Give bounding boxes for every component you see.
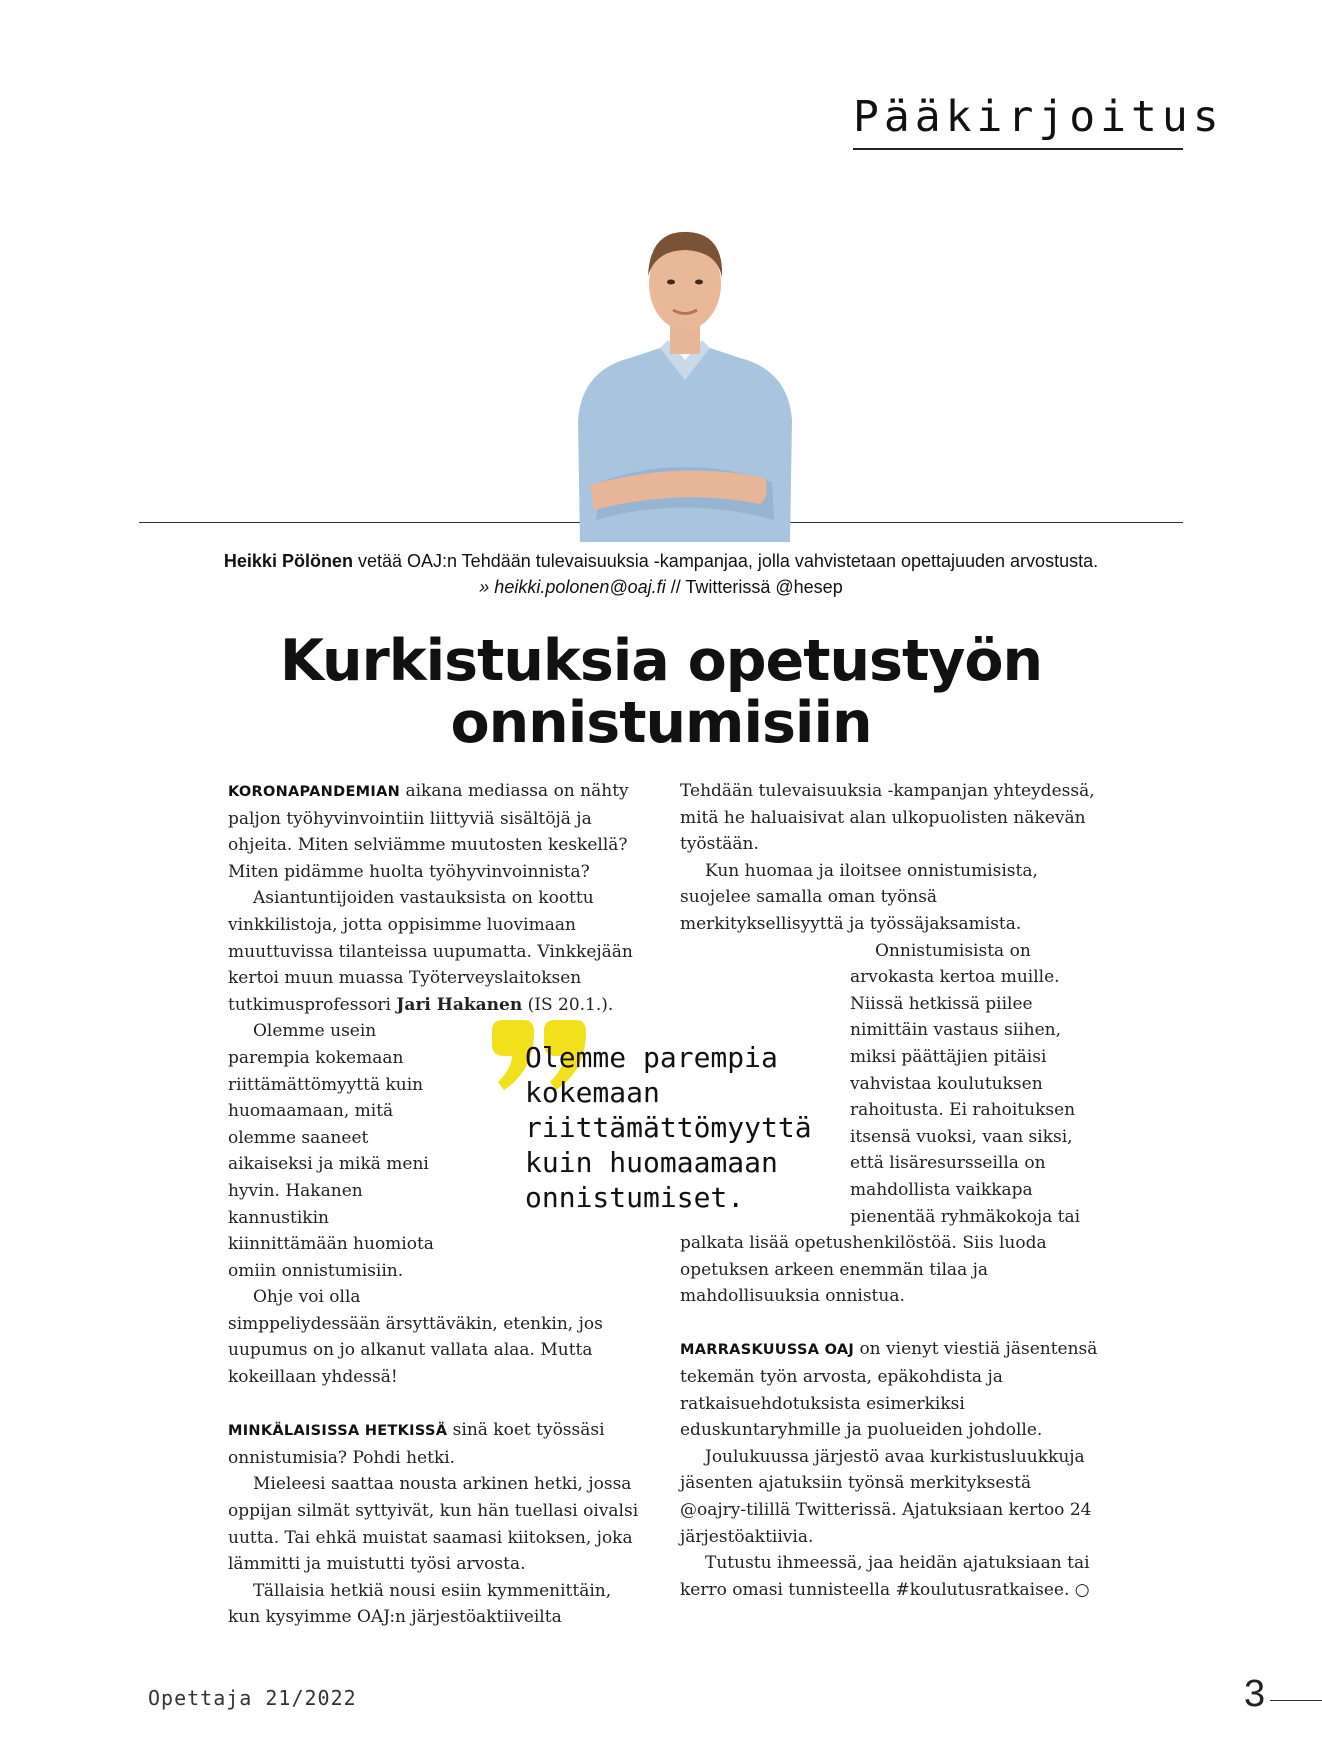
title-line-1: Kurkistuksia opetustyön <box>279 628 1043 694</box>
paragraph: KORONAPANDEMIAN aikana mediassa on nähty paljon työhyvinvointiin liittyviä sisältöjä ja ohjeita. Miten selviämme muutosten keskellä? Miten pidämme huolta työhyvinvoinnista? <box>228 781 629 882</box>
paragraph: Kun huomaa ja iloitsee onnistumisista, suojelee samalla oman työnsä merkityksellisyyttä ja työssäjaksamista. <box>680 860 1038 934</box>
paragraph: MINKÄLAISISSA HETKISSÄ sinä koet työssäsi onnistumisia? Pohdi hetki. <box>228 1420 605 1468</box>
article-title <box>139 630 1183 754</box>
pull-quote: Olemme parempia kokemaan riittämättömyyttä kuin huomaamaan onnistumiset. <box>525 1041 812 1214</box>
byline <box>139 548 1183 600</box>
paragraph: Olemme usein parempia kokemaan riittämättömyyttä kuin huomaamaan, mitä olemme saaneet aikaiseksi ja mikä meni hyvin. Hakanen kannustikin kiinnittämään huomiota omiin onnistumisiin. <box>228 1021 434 1281</box>
paragraph: MARRASKUUSSA OAJ on vienyt viestiä jäsentensä tekemän työn arvosta, epäkohdista ja ratkaisuehdotuksista esimerkiksi eduskuntaryhmille ja puolueiden johdolle. <box>680 1339 1098 1441</box>
run-in-heading: MARRASKUUSSA OAJ <box>680 1342 855 1359</box>
author-email[interactable]: » heikki.polonen@oaj.fi <box>479 577 666 597</box>
author-description: vetää OAJ:n Tehdään tulevaisuuksia -kampanjaa, jolla vahvistetaan opettajuuden arvostusta. <box>352 551 1099 571</box>
paragraph: Asiantuntijoiden vastauksista on koottu vinkkilistoja, jotta oppisimme luovimaan muuttuvissa tilanteissa uupumatta. Vinkkejään kertoi muun muassa Työterveyslaitoksen tutkimusprofessori Jari Hakanen (IS 20.1.). <box>228 888 633 1015</box>
person-name: Jari Hakanen <box>396 994 523 1015</box>
run-in-heading: MINKÄLAISISSA HETKISSÄ <box>228 1423 448 1440</box>
paragraph: Joulukuussa järjestö avaa kurkistusluukkuja jäsenten ajatuksiin työnsä merkityksestä @oajry-tilillä Twitterissä. Ajatuksiaan kertoo 24 järjestöaktiivia. <box>680 1446 1092 1547</box>
run-in-heading: KORONAPANDEMIAN <box>228 784 401 800</box>
paragraph: Ohje voi olla simppeliydessään ärsyttäväkin, etenkin, jos uupumus on jo alkanut vallata alaa. Mutta kokeillaan yhdessä! <box>228 1287 603 1388</box>
paragraph: Tällaisia hetkiä nousi esiin kymmenittäin, kun kysyimme OAJ:n järjestöaktiiveilta <box>228 1580 612 1628</box>
section-label: Pääkirjoitus <box>853 92 1183 150</box>
footer-rule <box>1270 1700 1322 1701</box>
page-number: 3 <box>1244 1673 1266 1715</box>
author-name: Heikki Pölönen <box>223 551 353 571</box>
paragraph: Tehdään tulevaisuuksia -kampanjan yhteydessä, mitä he haluaisivat alan ulkopuolisten näkevän työstään. <box>680 781 1095 855</box>
paragraph: Tutustu ihmeessä, jaa heidän ajatuksiaan tai kerro omasi tunnisteella #koulutusratkaisee. ○ <box>680 1553 1090 1600</box>
paragraph: Mieleesi saattaa nousta arkinen hetki, jossa oppijan silmät syttyivät, kun hän tuellasi oivalsi uutta. Tai ehkä muistat saamasi kiitoksen, joka lämmitti ja muistutti työsi arvosta. <box>228 1474 639 1575</box>
paragraph: Onnistumisista on arvokasta kertoa muille. Niissä hetkissä piilee nimittäin vastaus siihen, miksi päättäjien pitäisi vahvistaa koulutuksen rahoitusta. Ei rahoituksen itsensä vuoksi, vaan siksi, että lisäresursseilla on mahdollista vaikkapa pienentää ryhmäkokoja tai palkata lisää opetushenkilöstöä. Siis luoda opetuksen arkeen enemmän tilaa ja mahdollisuuksia onnistua. <box>680 940 1081 1307</box>
publication-issue: Opettaja 21/2022 <box>148 1686 357 1710</box>
title-line-2: onnistumisiin <box>450 690 872 756</box>
author-portrait <box>560 220 810 542</box>
portrait-shirt <box>578 340 792 542</box>
author-twitter: // Twitterissä @hesep <box>665 577 843 597</box>
portrait-head <box>648 232 722 354</box>
